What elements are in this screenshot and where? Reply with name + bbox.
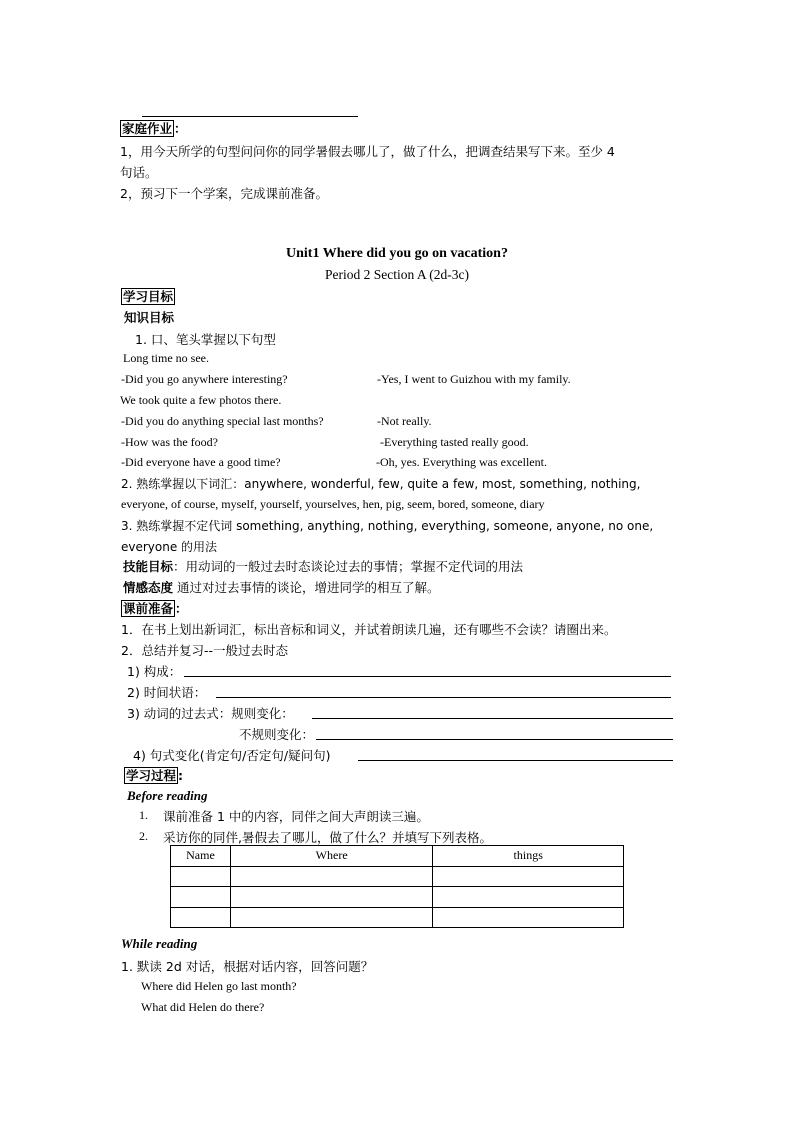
knowledge-heading: 知识目标 [124,310,175,325]
table-cell[interactable] [230,866,433,887]
top-underline [142,116,358,117]
table-row [171,866,624,887]
prep-q1-blank [184,676,671,677]
prep-q1-label: 1) 构成： [127,664,182,679]
homework-item1-line2: 句话。 [120,165,158,180]
homework-heading-row [120,119,187,137]
homework-heading: 家庭作业 [122,121,173,136]
goals-item3-line1: 3. 熟练掌握不定代词 something, anything, nothing, everything, someone, anyone, no one, [121,519,654,533]
prep-heading: 课前准备 [123,601,174,616]
prep-q4-blank [358,760,673,761]
dialog-q2: We took quite a few photos there. [120,393,282,407]
while-question1: Where did Helen go last month? [141,979,297,993]
prep-q4-label: 4) 句式变化(肯定句/否定句/疑问句) [133,748,331,763]
prep-q3b-blank [316,739,673,740]
emotion-goal-label: 情感态度 [123,580,174,595]
goals-heading: 学习目标 [123,289,174,304]
goals-item2-line1: 2. 熟练掌握以下词汇：anywhere, wonderful, few, quite a few, most, something, nothing, [121,477,641,491]
before-reading-heading: Before reading [127,788,208,803]
process-heading-row [124,766,183,784]
survey-table [170,845,624,928]
prep-heading-row [121,599,188,617]
dialog-a4: -Everything tasted really good. [380,435,529,449]
while-question2: What did Helen do there? [141,1000,265,1014]
goals-item2-line2: everyone, of course, myself, yourself, yourselves, hen, pig, seem, bored, someone, diary [121,497,545,511]
goals-item1: 1. 口、笔头掌握以下句型 [135,332,276,347]
table-header-where: Where [230,846,433,867]
table-cell[interactable] [171,866,231,887]
prep-q2-blank [216,697,671,698]
skill-goal-label: 技能目标 [123,559,174,574]
table-cell[interactable] [171,907,231,928]
prep-q3-label: 3) 动词的过去式：规则变化： [127,706,294,721]
table-cell[interactable] [433,907,624,928]
table-cell[interactable] [230,907,433,928]
long-time-line: Long time no see. [123,351,209,365]
prep-q2-label: 2) 时间状语： [127,685,207,700]
prep-colon: ： [175,601,188,616]
before-item1-num: 1. [139,808,148,822]
prep-item2: 2．总结并复习--一般过去时态 [121,643,288,658]
table-cell[interactable] [230,887,433,908]
process-heading: 学习过程 [126,768,177,783]
skill-goal-text: ：用动词的一般过去时态谈论过去的事情；掌握不定代词的用法 [173,559,524,574]
emotion-goal-text: 通过对过去事情的谈论，增进同学的相互了解。 [173,580,440,595]
table-cell[interactable] [171,887,231,908]
dialog-q5: -Did everyone have a good time? [121,455,281,469]
emotion-goal-row [123,578,440,596]
dialog-a1: -Yes, I went to Guizhou with my family. [377,372,571,386]
table-header-name: Name [171,846,231,867]
dialog-q1: -Did you go anywhere interesting? [121,372,288,386]
table-header-row [171,846,624,867]
prep-q3b-label: 不规则变化： [239,727,315,742]
dialog-q4: -How was the food? [121,435,218,449]
table-cell[interactable] [433,887,624,908]
homework-item2: 2，预习下一个学案，完成课前准备。 [120,186,328,201]
homework-item1-line1: 1，用今天所学的句型问问你的同学暑假去哪儿了，做了什么，把调查结果写下来。至少 4 [120,144,615,159]
skill-goal-row [123,557,523,575]
table-header-things: things [433,846,624,867]
dialog-a5: -Oh, yes. Everything was excellent. [376,455,547,469]
goals-item3-line2: everyone 的用法 [121,540,218,554]
before-item1: 课前准备 1 中的内容，同伴之间大声朗读三遍。 [163,809,429,824]
table-cell[interactable] [433,866,624,887]
while-reading-heading: While reading [121,936,198,951]
table-row [171,907,624,928]
prep-q3-blank [312,718,673,719]
while-item1: 1. 默读 2d 对话，根据对话内容，回答问题？ [121,959,374,974]
table-row [171,887,624,908]
dialog-q3: -Did you do anything special last months? [121,414,324,428]
dialog-a3: -Not really. [377,414,432,428]
homework-colon: ： [174,121,187,136]
lesson-title: Unit1 Where did you go on vacation? [286,246,508,261]
before-item2: 采访你的同伴,暑假去了哪儿，做了什么？并填写下列表格。 [163,830,492,845]
process-colon: : [178,768,184,783]
before-item2-num: 2. [139,829,148,843]
lesson-subtitle: Period 2 Section A (2d-3c) [325,267,469,282]
prep-item1: 1．在书上划出新词汇，标出音标和词义，并试着朗读几遍，还有哪些不会读？请圈出来。 [121,622,617,637]
